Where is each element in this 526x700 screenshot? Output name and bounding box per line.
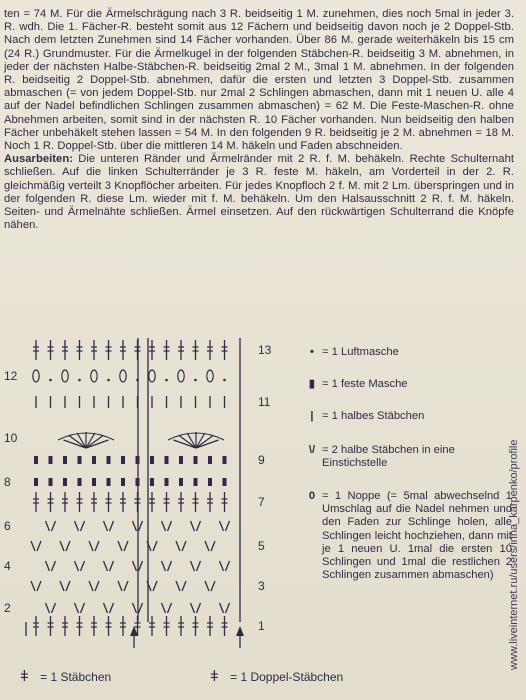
single-crochet-mark [107, 456, 111, 464]
single-crochet-mark [150, 456, 154, 464]
ausarbeiten-text: Die unteren Ränder und Ärmelränder mit 2 R. f. M. behäkeln. Rechte Schulternaht schließen. Auf die linken Schulterränder je 3 R. feste M. häkeln, am Vorderteil in der 2. R. gleichmäßig verteilt 3 Knopflöcher arbeiten. Für jedes Knopfloch 2 f. M. mit 2 Lm. überspringen und in der folgenden R. diese Lm. wieder mit f. M. behäkeln. Um den Halsausschnitt 2 R. f. M. häkeln. Seiten- und Ärmelnähte schließen. Ärmel einsetzen. Auf den rückwärtigen Schulterrand die Knöpfe nähen. [4, 153, 514, 232]
single-crochet-mark [78, 478, 82, 486]
legend-text: = 1 halbes Stäbchen [322, 410, 425, 422]
v-stitch-mark [81, 603, 85, 613]
row-label-right: 11 [258, 395, 271, 409]
single-crochet-mark [49, 456, 53, 464]
single-crochet-mark [150, 478, 154, 486]
single-crochet-mark [223, 478, 227, 486]
row-label-left: 6 [4, 519, 11, 533]
single-crochet-mark [63, 456, 67, 464]
v-stitch-mark [168, 561, 172, 571]
v-stitch-mark [37, 541, 41, 551]
v-stitch-mark [66, 581, 70, 591]
v-stitch-mark [81, 521, 85, 531]
chain-mark [165, 379, 168, 382]
single-crochet-mark [121, 456, 125, 464]
v-stitch-mark [89, 581, 93, 591]
legend-text: = 1 Noppe (= 5mal abwechselnd 1 Umschlag auf die Nadel nehmen und den Faden zur Schlinge holen, alle Schlingen leicht hochziehen, dann mit je 1 neuen U. 1mal die ersten 10 Schlingen und 1mal die restlichen 2 Schlingen zusammen abmaschen) [322, 490, 512, 582]
v-stitch-mark [176, 581, 180, 591]
treble-symbol-icon: ǂ [20, 668, 29, 685]
single-crochet-mark [34, 478, 38, 486]
v-stitch-mark [176, 541, 180, 551]
legend-symbol-icon: 0 [308, 490, 316, 502]
v-stitch-mark [139, 521, 143, 531]
instructions-text [4, 8, 514, 232]
fan-mark [69, 436, 86, 448]
v-stitch-mark [52, 521, 56, 531]
legend-symbol-icon: | [310, 410, 314, 422]
v-stitch-mark [124, 541, 128, 551]
v-stitch-mark [104, 561, 108, 571]
v-stitch-mark [95, 581, 99, 591]
single-crochet-mark [165, 456, 169, 464]
v-stitch-mark [211, 581, 215, 591]
v-stitch-mark [124, 581, 128, 591]
v-stitch-mark [197, 561, 201, 571]
legend-text: = 1 feste Masche [322, 378, 408, 390]
v-stitch-mark [133, 521, 137, 531]
row-label-left: 8 [4, 475, 11, 489]
v-stitch-mark [162, 603, 166, 613]
fan-mark [179, 436, 196, 448]
bobble-mark [149, 370, 155, 382]
v-stitch-mark [168, 521, 172, 531]
chain-mark [49, 379, 52, 382]
v-stitch-mark [226, 603, 230, 613]
footer-double-stitch [210, 668, 343, 685]
v-stitch-mark [104, 521, 108, 531]
chain-mark [136, 379, 139, 382]
row-label-right: 13 [258, 343, 272, 357]
v-stitch-mark [162, 561, 166, 571]
row-label-right: 3 [258, 579, 265, 593]
v-stitch-mark [191, 521, 195, 531]
double-treble-symbol-icon: ǂ [210, 668, 219, 685]
v-stitch-mark [168, 603, 172, 613]
v-stitch-mark [75, 561, 79, 571]
v-stitch-mark [220, 521, 224, 531]
v-stitch-mark [205, 581, 209, 591]
v-stitch-mark [46, 603, 50, 613]
row-label-left: 10 [4, 431, 18, 445]
row-label-left: 2 [4, 601, 11, 615]
row-label-right: 7 [258, 495, 265, 509]
single-crochet-mark [49, 478, 53, 486]
legend-symbol-icon: • [310, 346, 314, 358]
crochet-chart [0, 336, 290, 666]
v-stitch-mark [110, 603, 114, 613]
v-stitch-mark [89, 541, 93, 551]
instructions-paragraph-2 [4, 153, 514, 232]
v-stitch-mark [197, 521, 201, 531]
ausarbeiten-label: Ausarbeiten: [4, 153, 73, 166]
v-stitch-mark [31, 581, 35, 591]
single-crochet-mark [136, 478, 140, 486]
v-stitch-mark [60, 581, 64, 591]
v-stitch-mark [110, 561, 114, 571]
v-stitch-mark [226, 521, 230, 531]
v-stitch-mark [139, 561, 143, 571]
single-crochet-mark [165, 478, 169, 486]
chain-mark [78, 379, 81, 382]
v-stitch-mark [182, 541, 186, 551]
v-stitch-mark [182, 581, 186, 591]
legend-text: = 2 halbe Stäbchen in eine Einstichstelle [322, 444, 455, 470]
bobble-mark [33, 370, 39, 382]
v-stitch-mark [133, 603, 137, 613]
legend-text: = 1 Luftmasche [322, 346, 399, 358]
chart-rows [31, 340, 230, 636]
v-stitch-mark [118, 581, 122, 591]
chain-mark [194, 379, 197, 382]
single-crochet-mark [34, 456, 38, 464]
legend [292, 346, 512, 656]
footer-stitch [20, 668, 111, 685]
bobble-mark [91, 370, 97, 382]
instructions-paragraph-1: ten = 74 M. Für die Ärmelschrägung nach 3 R. beidseitig 1 M. zunehmen, dies noch 5mal in jeder 3. R. wdh. Die 1. Fächer-R. besteht somit aus 12 Fächern und beidseitig davon noch je 2 Doppel-Stb. Nach dem letzten Zunehmen sind 14 Fächer vorhanden. Über 86 M. gerade weiterhäkeln bis 15 cm (24 R.) Grundmuster. Für die Ärmelkugel in der folgenden Stäbchen-R. beidseitig 3 M. abnehmen, in jeder der nächsten Halbe-Stäbchen-R. beidseitig 2mal 2 M., 3mal 1 M. abnehmen. In der folgenden R. beidseitig 2 Doppel-Stb. abnehmen, dafür die ersten und letzten 3 Doppel-Stb. zusammen abmaschen (= von jedem Doppel-Stb. nur 2mal 2 Schlingen abmaschen, dann mit 1 neuen U. alle 4 auf der Nadel befindlichen Schlingen zusammen abmaschen) = 62 M. Die Feste-Maschen-R. ohne Abnehmen arbeiten, somit sind in der nächsten R. 10 Fächer vorhanden. Nun beidseitig den halben Fächer unbehäkelt stehen lassen = 54 M. In den folgenden 9 R. beidseitig je 2 M. abnehmen = 18 M. Noch 1 R. Doppel-Stb. über die mittleren 14 M. häkeln und Faden abschneiden. [4, 8, 514, 153]
row-label-right: 1 [258, 619, 265, 633]
v-stitch-mark [133, 561, 137, 571]
single-crochet-mark [194, 456, 198, 464]
chain-mark [107, 379, 110, 382]
repeat-arrows [130, 626, 244, 648]
row-label-left: 12 [4, 369, 18, 383]
watermark: www.liveinternet.ru/users/irina_karpenko/profile [508, 439, 520, 670]
bobble-mark [207, 370, 213, 382]
v-stitch-mark [31, 541, 35, 551]
single-crochet-mark [223, 456, 227, 464]
v-stitch-mark [205, 541, 209, 551]
v-stitch-mark [211, 541, 215, 551]
v-stitch-mark [52, 603, 56, 613]
v-stitch-mark [220, 603, 224, 613]
single-crochet-mark [179, 456, 183, 464]
single-crochet-mark [121, 478, 125, 486]
legend-symbol-icon: ▮ [308, 378, 316, 390]
v-stitch-mark [75, 603, 79, 613]
v-stitch-mark [139, 603, 143, 613]
single-crochet-mark [208, 456, 212, 464]
v-stitch-mark [95, 541, 99, 551]
single-crochet-mark [92, 478, 96, 486]
treble-label: = 1 Stäbchen [40, 670, 112, 684]
v-stitch-mark [46, 521, 50, 531]
bobble-mark [120, 370, 126, 382]
single-crochet-mark [78, 456, 82, 464]
v-stitch-mark [153, 541, 157, 551]
single-crochet-mark [63, 478, 67, 486]
v-stitch-mark [81, 561, 85, 571]
v-stitch-mark [104, 603, 108, 613]
v-stitch-mark [66, 541, 70, 551]
chain-mark [223, 379, 226, 382]
double-treble-label: = 1 Doppel-Stäbchen [230, 670, 344, 684]
single-crochet-mark [92, 456, 96, 464]
v-stitch-mark [191, 603, 195, 613]
v-stitch-mark [52, 561, 56, 571]
single-crochet-mark [208, 478, 212, 486]
single-crochet-mark [194, 478, 198, 486]
v-stitch-mark [75, 521, 79, 531]
single-crochet-mark [179, 478, 183, 486]
v-stitch-mark [60, 541, 64, 551]
legend-symbol-icon: \/ [308, 444, 316, 456]
v-stitch-mark [162, 521, 166, 531]
single-crochet-mark [107, 478, 111, 486]
fan-mark [196, 436, 213, 448]
v-stitch-mark [226, 561, 230, 571]
bobble-mark [178, 370, 184, 382]
v-stitch-mark [37, 581, 41, 591]
fan-mark [86, 436, 103, 448]
single-crochet-mark [136, 456, 140, 464]
row-label-right: 9 [258, 453, 265, 467]
v-stitch-mark [191, 561, 195, 571]
row-label-left: 4 [4, 559, 11, 573]
v-stitch-mark [220, 561, 224, 571]
v-stitch-mark [153, 581, 157, 591]
v-stitch-mark [46, 561, 50, 571]
v-stitch-mark [197, 603, 201, 613]
arrow-icon [236, 626, 244, 636]
v-stitch-mark [110, 521, 114, 531]
bobble-mark [62, 370, 68, 382]
row-label-right: 5 [258, 539, 265, 553]
v-stitch-mark [118, 541, 122, 551]
